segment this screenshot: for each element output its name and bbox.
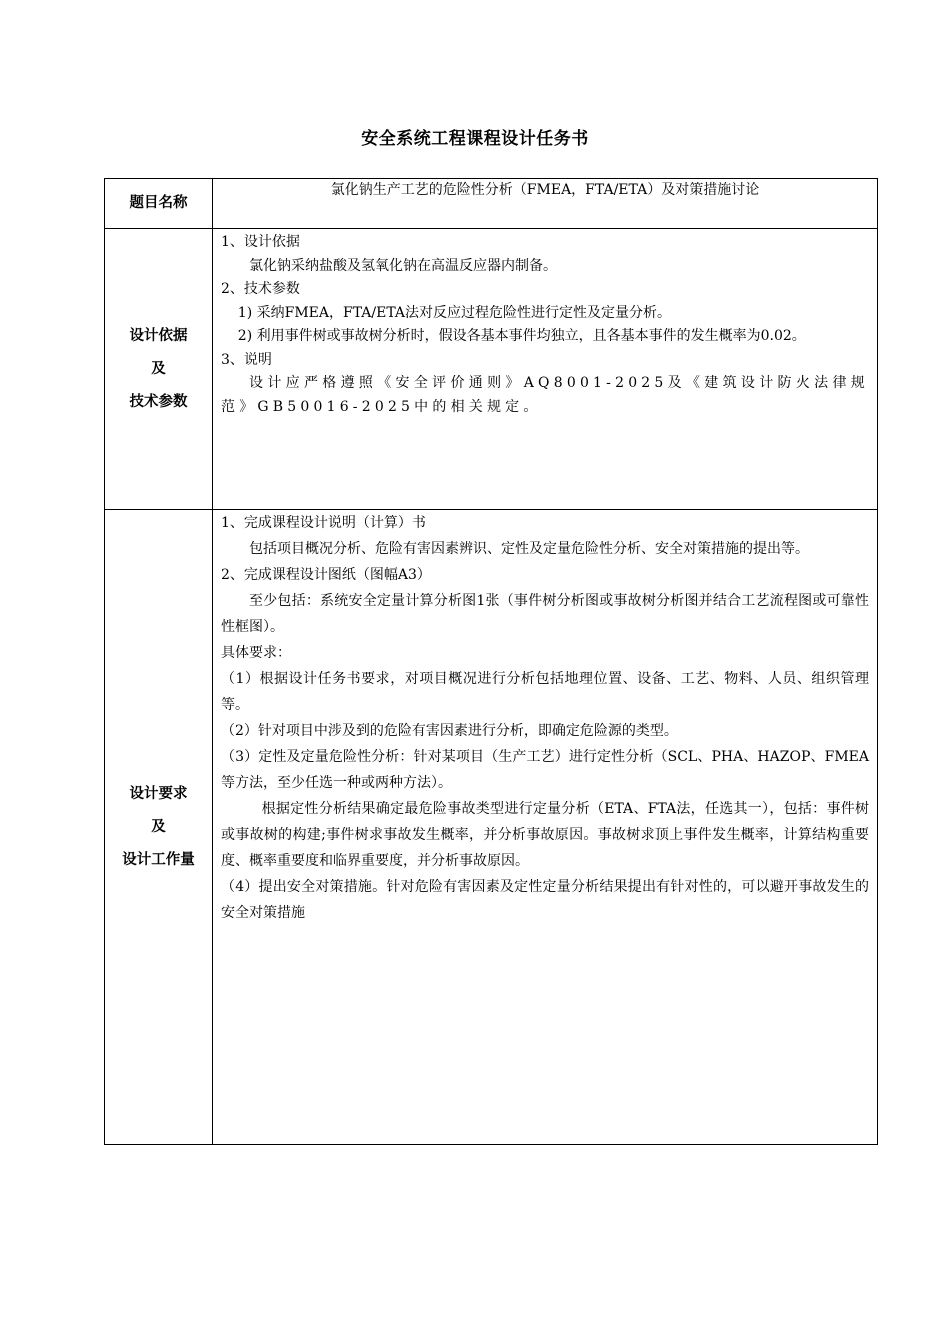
requirements-label-line2: 及 (151, 818, 166, 835)
req-item-4: （4）提出安全对策措施。针对危险有害因素及定性定量分析结果提出有针对性的，可以避开事故发生的安全对策措施 (221, 879, 869, 921)
basis-label-line3: 技术参数 (129, 393, 188, 410)
req-item-3-detail: 根据定性分析结果确定最危险事故类型进行定量分析（ETA、FTA法，任选其一），包括：事件树或事故树的构建;事件树求事故发生概率，并分析事故原因。事故树求顶上事件发生概率，计算结构重要度、概率重要度和临界重要度，并分析事故原因。 (221, 801, 869, 869)
basis-heading-3: 3、说明 (221, 351, 272, 368)
requirements-label (105, 510, 213, 1145)
requirements-label-line3: 设计工作量 (122, 851, 195, 868)
req-text-1: 包括项目概况分析、危险有害因素辨识、定性及定量危险性分析、安全对策措施的提出等。 (249, 541, 809, 557)
req-item-1: （1）根据设计任务书要求，对项目概况进行分析包括地理位置、设备、工艺、物料、人员、组织管理等。 (221, 671, 869, 713)
basis-text-2: 1) 采纳FMEA，FTA/ETA法对反应过程危险性进行定性及定量分析。 (237, 304, 672, 321)
basis-label (105, 229, 213, 510)
table-row-topic (105, 179, 878, 229)
basis-heading-1: 1、设计依据 (221, 234, 300, 250)
basis-label-line1: 设计依据 (129, 327, 188, 344)
document-title: 安全系统工程课程设计任务书 (361, 129, 589, 149)
topic-value: 氯化钠生产工艺的危险性分析（FMEA，FTA/ETA）及对策措施讨论 (213, 179, 878, 229)
task-table (104, 178, 878, 1145)
table-row-basis (105, 229, 878, 510)
req-item-3: （3）定性及定量危险性分析：针对某项目（生产工艺）进行定性分析（SCL、PHA、HAZOP、FMEA等方法，至少任选一种或两种方法）。 (221, 749, 869, 791)
req-text-2: 至少包括：系统安全定量计算分析图1张（事件树分析图或事故树分析图并结合工艺流程图或可靠性性框图）。 (221, 593, 869, 635)
basis-text-3: 2) 利用事件树或事故树分析时，假设各基本事件均独立，且各基本事件的发生概率为0.02。 (237, 328, 806, 344)
req-heading-2: 2、完成课程设计图纸（图幅A3） (221, 567, 431, 583)
req-heading-3: 具体要求： (221, 645, 291, 661)
req-heading-1: 1、完成课程设计说明（计算）书 (221, 515, 426, 531)
basis-text-4: 设计应严格遵照《安全评价通则》AQ8001-2025及《建筑设计防火法律规范》GB50016-2025中的相关规定。 (221, 375, 869, 415)
table-row-requirements (105, 510, 878, 1145)
requirements-content (213, 510, 878, 1145)
basis-heading-2: 2、技术参数 (221, 281, 300, 297)
requirements-label-line1: 设计要求 (129, 785, 188, 802)
req-item-2: （2）针对项目中涉及到的危险有害因素进行分析，即确定危险源的类型。 (221, 723, 678, 739)
topic-label: 题目名称 (105, 179, 213, 229)
basis-content (213, 229, 878, 510)
basis-text-1: 氯化钠采纳盐酸及氢氧化钠在高温反应器内制备。 (249, 257, 557, 274)
basis-label-line2: 及 (151, 360, 166, 377)
